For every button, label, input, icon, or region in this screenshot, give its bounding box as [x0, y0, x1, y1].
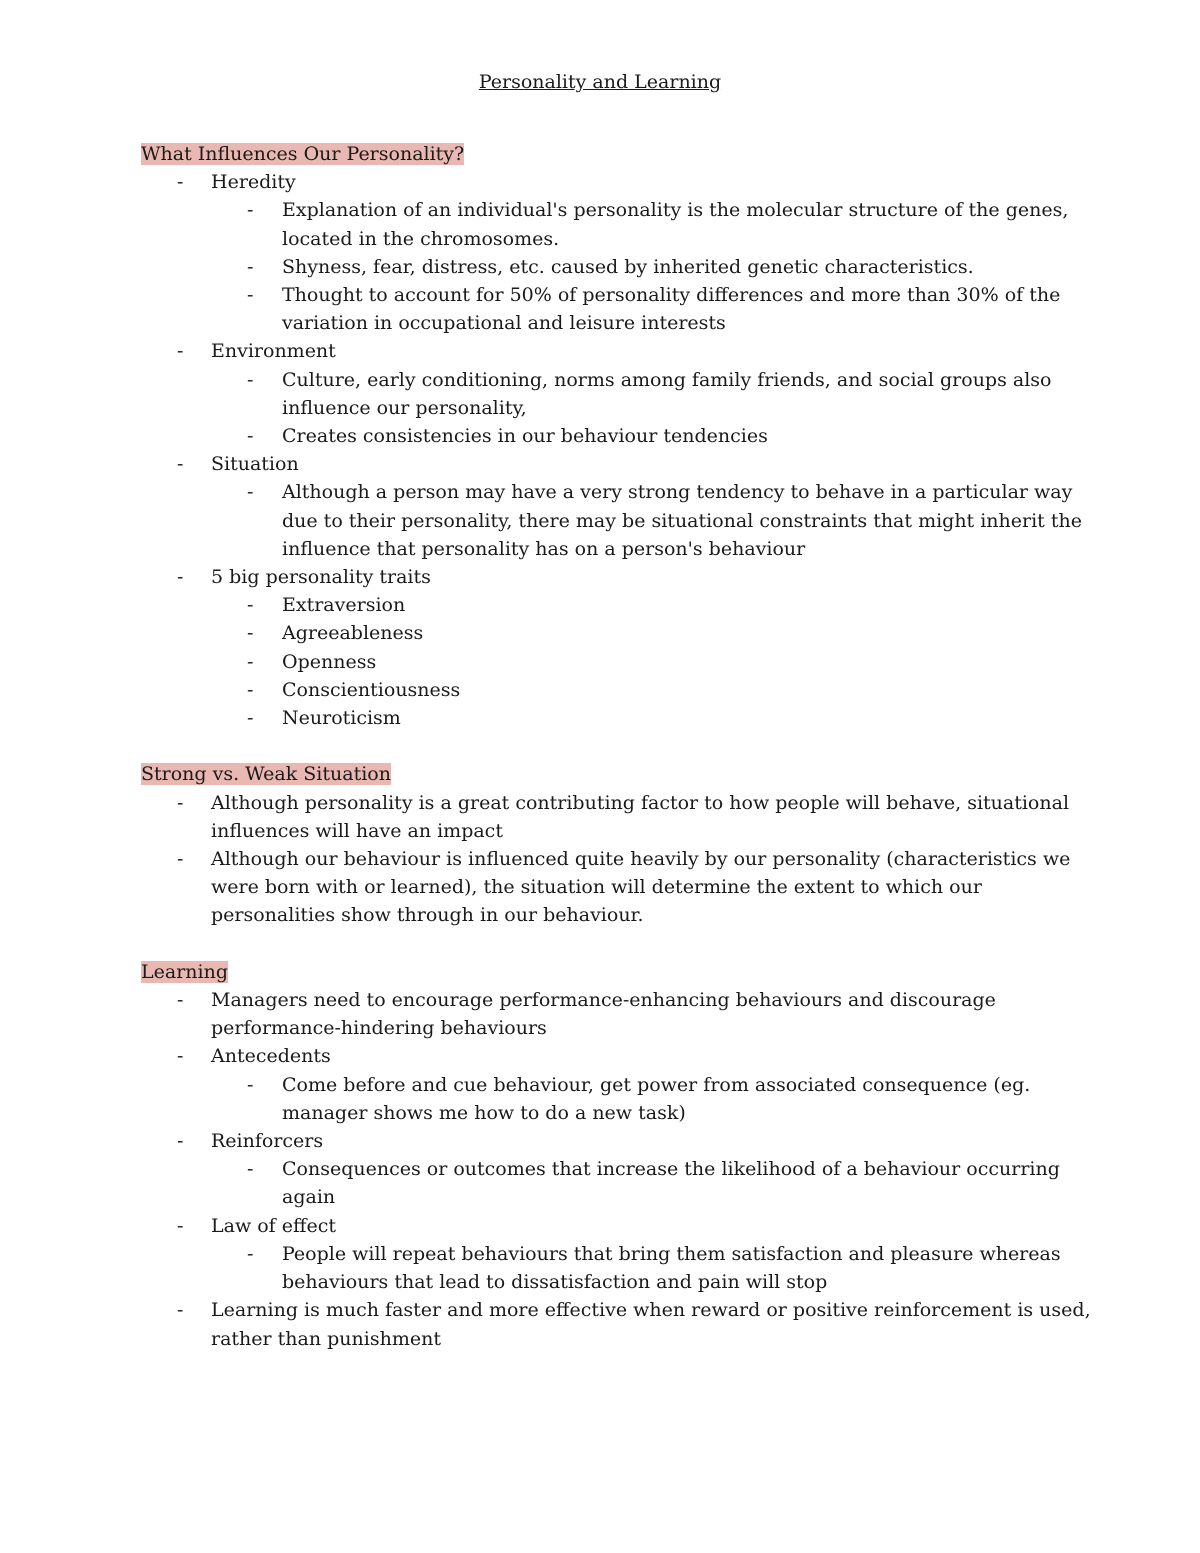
sub-list-item-text: Creates consistencies in our behaviour tendencies — [282, 425, 768, 448]
sub-list-item-text: Come before and cue behaviour, get power from associated consequence (eg. manager shows me how to do a new task) — [282, 1073, 1031, 1124]
list-item-text: Situation — [211, 453, 299, 476]
document-body — [141, 140, 1091, 1381]
section-heading-text: Learning — [141, 960, 228, 983]
sub-list-item — [211, 478, 1091, 563]
bullet-dash: - — [177, 848, 184, 871]
sub-list-item-text: Culture, early conditioning, norms among family friends, and social groups also influence our personality, — [282, 368, 1052, 419]
list-item-text: Law of effect — [211, 1214, 337, 1237]
section-heading-text: What Influences Our Personality? — [141, 143, 465, 165]
sub-bullet-list — [211, 1240, 1091, 1296]
sub-list-item-text: Although a person may have a very strong tendency to behave in a particular way due to their personality, there may be situational constraints that might inherit the influence that personality has on a person's behaviour — [282, 481, 1082, 560]
section-heading — [141, 140, 1091, 168]
sub-list-item-text: Consequences or outcomes that increase the likelihood of a behaviour occurring again — [282, 1158, 1060, 1209]
sub-list-item — [211, 253, 1091, 281]
bullet-dash: - — [247, 594, 254, 617]
bullet-dash: - — [177, 1299, 184, 1322]
sub-list-item-text: Neuroticism — [282, 707, 401, 730]
bullet-list — [141, 986, 1091, 1353]
sub-list-item — [211, 422, 1091, 450]
bullet-list — [141, 789, 1091, 930]
sub-list-item-text: Conscientiousness — [282, 678, 461, 701]
sub-list-item-text: People will repeat behaviours that bring them satisfaction and pleasure whereas behaviours that lead to dissatisfaction and pain will stop — [282, 1242, 1061, 1294]
bullet-dash: - — [177, 171, 184, 194]
list-item — [141, 168, 1091, 337]
bullet-dash: - — [177, 566, 184, 589]
list-item — [141, 1042, 1091, 1127]
bullet-dash: - — [247, 622, 254, 645]
sub-list-item-text: Explanation of an individual's personality is the molecular structure of the genes, located in the chromosomes. — [282, 199, 1069, 250]
section-heading — [141, 760, 1091, 788]
list-item-text: Learning is much faster and more effective when reward or positive reinforcement is used, rather than punishment — [211, 1299, 1091, 1350]
sub-list-item — [211, 648, 1091, 676]
list-item — [141, 986, 1091, 1042]
bullet-dash: - — [247, 284, 254, 307]
bullet-dash: - — [247, 481, 254, 504]
bullet-dash: - — [177, 791, 184, 814]
document-title: Personality and Learning — [478, 71, 722, 93]
list-item-text: Reinforcers — [211, 1130, 324, 1153]
sub-bullet-list — [211, 196, 1091, 337]
bullet-dash: - — [247, 650, 254, 673]
list-item-text: Although our behaviour is influenced quite heavily by our personality (characteristics we were born with or learned), the situation will determine the extent to which our personalities show through in our behaviour. — [211, 848, 1071, 927]
bullet-dash: - — [177, 989, 184, 1012]
section — [141, 958, 1091, 1353]
section-heading-text: Strong vs. Weak Situation — [141, 763, 391, 786]
bullet-list — [141, 168, 1091, 732]
sub-list-item — [211, 366, 1091, 422]
sub-list-item — [211, 676, 1091, 704]
bullet-dash: - — [247, 1242, 254, 1265]
sub-list-item-text: Shyness, fear, distress, etc. caused by inherited genetic characteristics. — [282, 255, 974, 278]
section — [141, 760, 1091, 929]
section-heading — [141, 958, 1091, 986]
sub-bullet-list — [211, 1155, 1091, 1211]
bullet-dash: - — [247, 678, 254, 701]
list-item-text: Although personality is a great contributing factor to how people will behave, situational influences will have an impact — [211, 791, 1070, 842]
list-item-text: Antecedents — [211, 1045, 331, 1068]
sub-list-item — [211, 591, 1091, 619]
sub-list-item — [211, 704, 1091, 732]
list-item-text: 5 big personality traits — [211, 566, 431, 589]
list-item — [141, 789, 1091, 845]
list-item-text: Heredity — [211, 171, 296, 194]
list-item — [141, 563, 1091, 732]
sub-list-item — [211, 1071, 1091, 1127]
sub-list-item — [211, 619, 1091, 647]
list-item-text: Environment — [211, 340, 336, 363]
bullet-dash: - — [177, 1045, 184, 1068]
bullet-dash: - — [177, 453, 184, 476]
bullet-dash: - — [247, 707, 254, 730]
sub-bullet-list — [211, 366, 1091, 451]
bullet-dash: - — [247, 199, 254, 222]
sub-bullet-list — [211, 591, 1091, 732]
sub-list-item — [211, 1155, 1091, 1211]
sub-bullet-list — [211, 1071, 1091, 1127]
sub-list-item-text: Extraversion — [282, 594, 406, 617]
bullet-dash: - — [247, 255, 254, 278]
bullet-dash: - — [177, 1130, 184, 1153]
list-item — [141, 450, 1091, 563]
list-item — [141, 845, 1091, 930]
section — [141, 140, 1091, 732]
bullet-dash: - — [247, 1073, 254, 1096]
bullet-dash: - — [247, 368, 254, 391]
list-item — [141, 1127, 1091, 1212]
sub-list-item-text: Thought to account for 50% of personality differences and more than 30% of the variation in occupational and leisure interests — [282, 284, 1061, 335]
sub-bullet-list — [211, 478, 1091, 563]
list-item-text: Managers need to encourage performance-enhancing behaviours and discourage performance-hindering behaviours — [211, 989, 996, 1040]
list-item — [141, 337, 1091, 450]
bullet-dash: - — [177, 340, 184, 363]
sub-list-item — [211, 196, 1091, 252]
bullet-dash: - — [177, 1214, 184, 1237]
sub-list-item-text: Openness — [282, 650, 377, 673]
sub-list-item — [211, 1240, 1091, 1296]
sub-list-item — [211, 281, 1091, 337]
sub-list-item-text: Agreeableness — [282, 622, 424, 645]
bullet-dash: - — [247, 425, 254, 448]
bullet-dash: - — [247, 1158, 254, 1181]
list-item — [141, 1212, 1091, 1297]
list-item — [141, 1296, 1091, 1352]
